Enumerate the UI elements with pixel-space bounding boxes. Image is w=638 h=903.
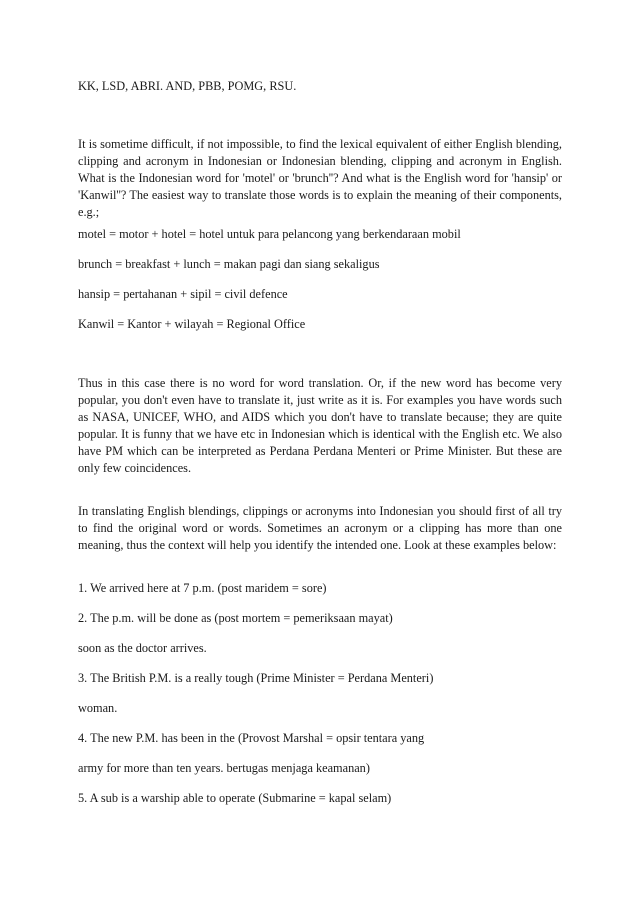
numbered-line-4-cont: army for more than ten years. bertugas menjaga keamanan) xyxy=(78,761,370,775)
translation-paragraph: Thus in this case there is no word for word translation. Or, if the new word has become very popular, you don't even have to translate it, just write as it is. For examples you have words such as NASA, UNICEF, WHO, and AIDS which you don't have to translate because; they are quite popular. It is funny that we have etc in Indonesian which is identical with the English etc. We also have PM which can be interpreted as Perdana Perdana Menteri or Prime Minister. But these are only few coincidences. xyxy=(78,376,562,475)
example-kanwil: Kanwil = Kantor + wilayah = Regional Office xyxy=(78,317,306,331)
intro-paragraph: It is sometime difficult, if not impossible, to find the lexical equivalent of either English blending, clipping and acronym in Indonesian or Indonesian blending, clipping and acronym in English. What is the Indonesian word for 'motel' or 'brunch''? And what is the English word for 'hansip' or 'Kanwil''? The easiest way to translate those words is to explain the meaning of their components, e.g.; xyxy=(78,137,562,219)
document-heading: KK, LSD, ABRI. AND, PBB, POMG, RSU. xyxy=(78,79,297,93)
numbered-line-2-cont: soon as the doctor arrives. xyxy=(78,641,207,655)
numbered-line-2: 2. The p.m. will be done as (post mortem = pemeriksaan mayat) xyxy=(78,611,393,625)
example-hansip: hansip = pertahanan + sipil = civil defence xyxy=(78,287,288,301)
numbered-line-5: 5. A sub is a warship able to operate (Submarine = kapal selam) xyxy=(78,791,392,805)
numbered-line-3: 3. The British P.M. is a really tough (Prime Minister = Perdana Menteri) xyxy=(78,671,434,685)
numbered-line-1: 1. We arrived here at 7 p.m. (post maridem = sore) xyxy=(78,581,327,595)
example-brunch: brunch = breakfast + lunch = makan pagi dan siang sekaligus xyxy=(78,257,380,271)
numbered-line-3-cont: woman. xyxy=(78,701,118,715)
example-motel: motel = motor + hotel = hotel untuk para pelancong yang berkendaraan mobil xyxy=(78,227,461,241)
method-paragraph: In translating English blendings, clippings or acronyms into Indonesian you should first of all try to find the original word or words. Sometimes an acronym or a clipping has more than one meaning, thus the context will help you identify the intended one. Look at these examples below: xyxy=(78,504,562,552)
numbered-line-4: 4. The new P.M. has been in the (Provost Marshal = opsir tentara yang xyxy=(78,731,425,745)
